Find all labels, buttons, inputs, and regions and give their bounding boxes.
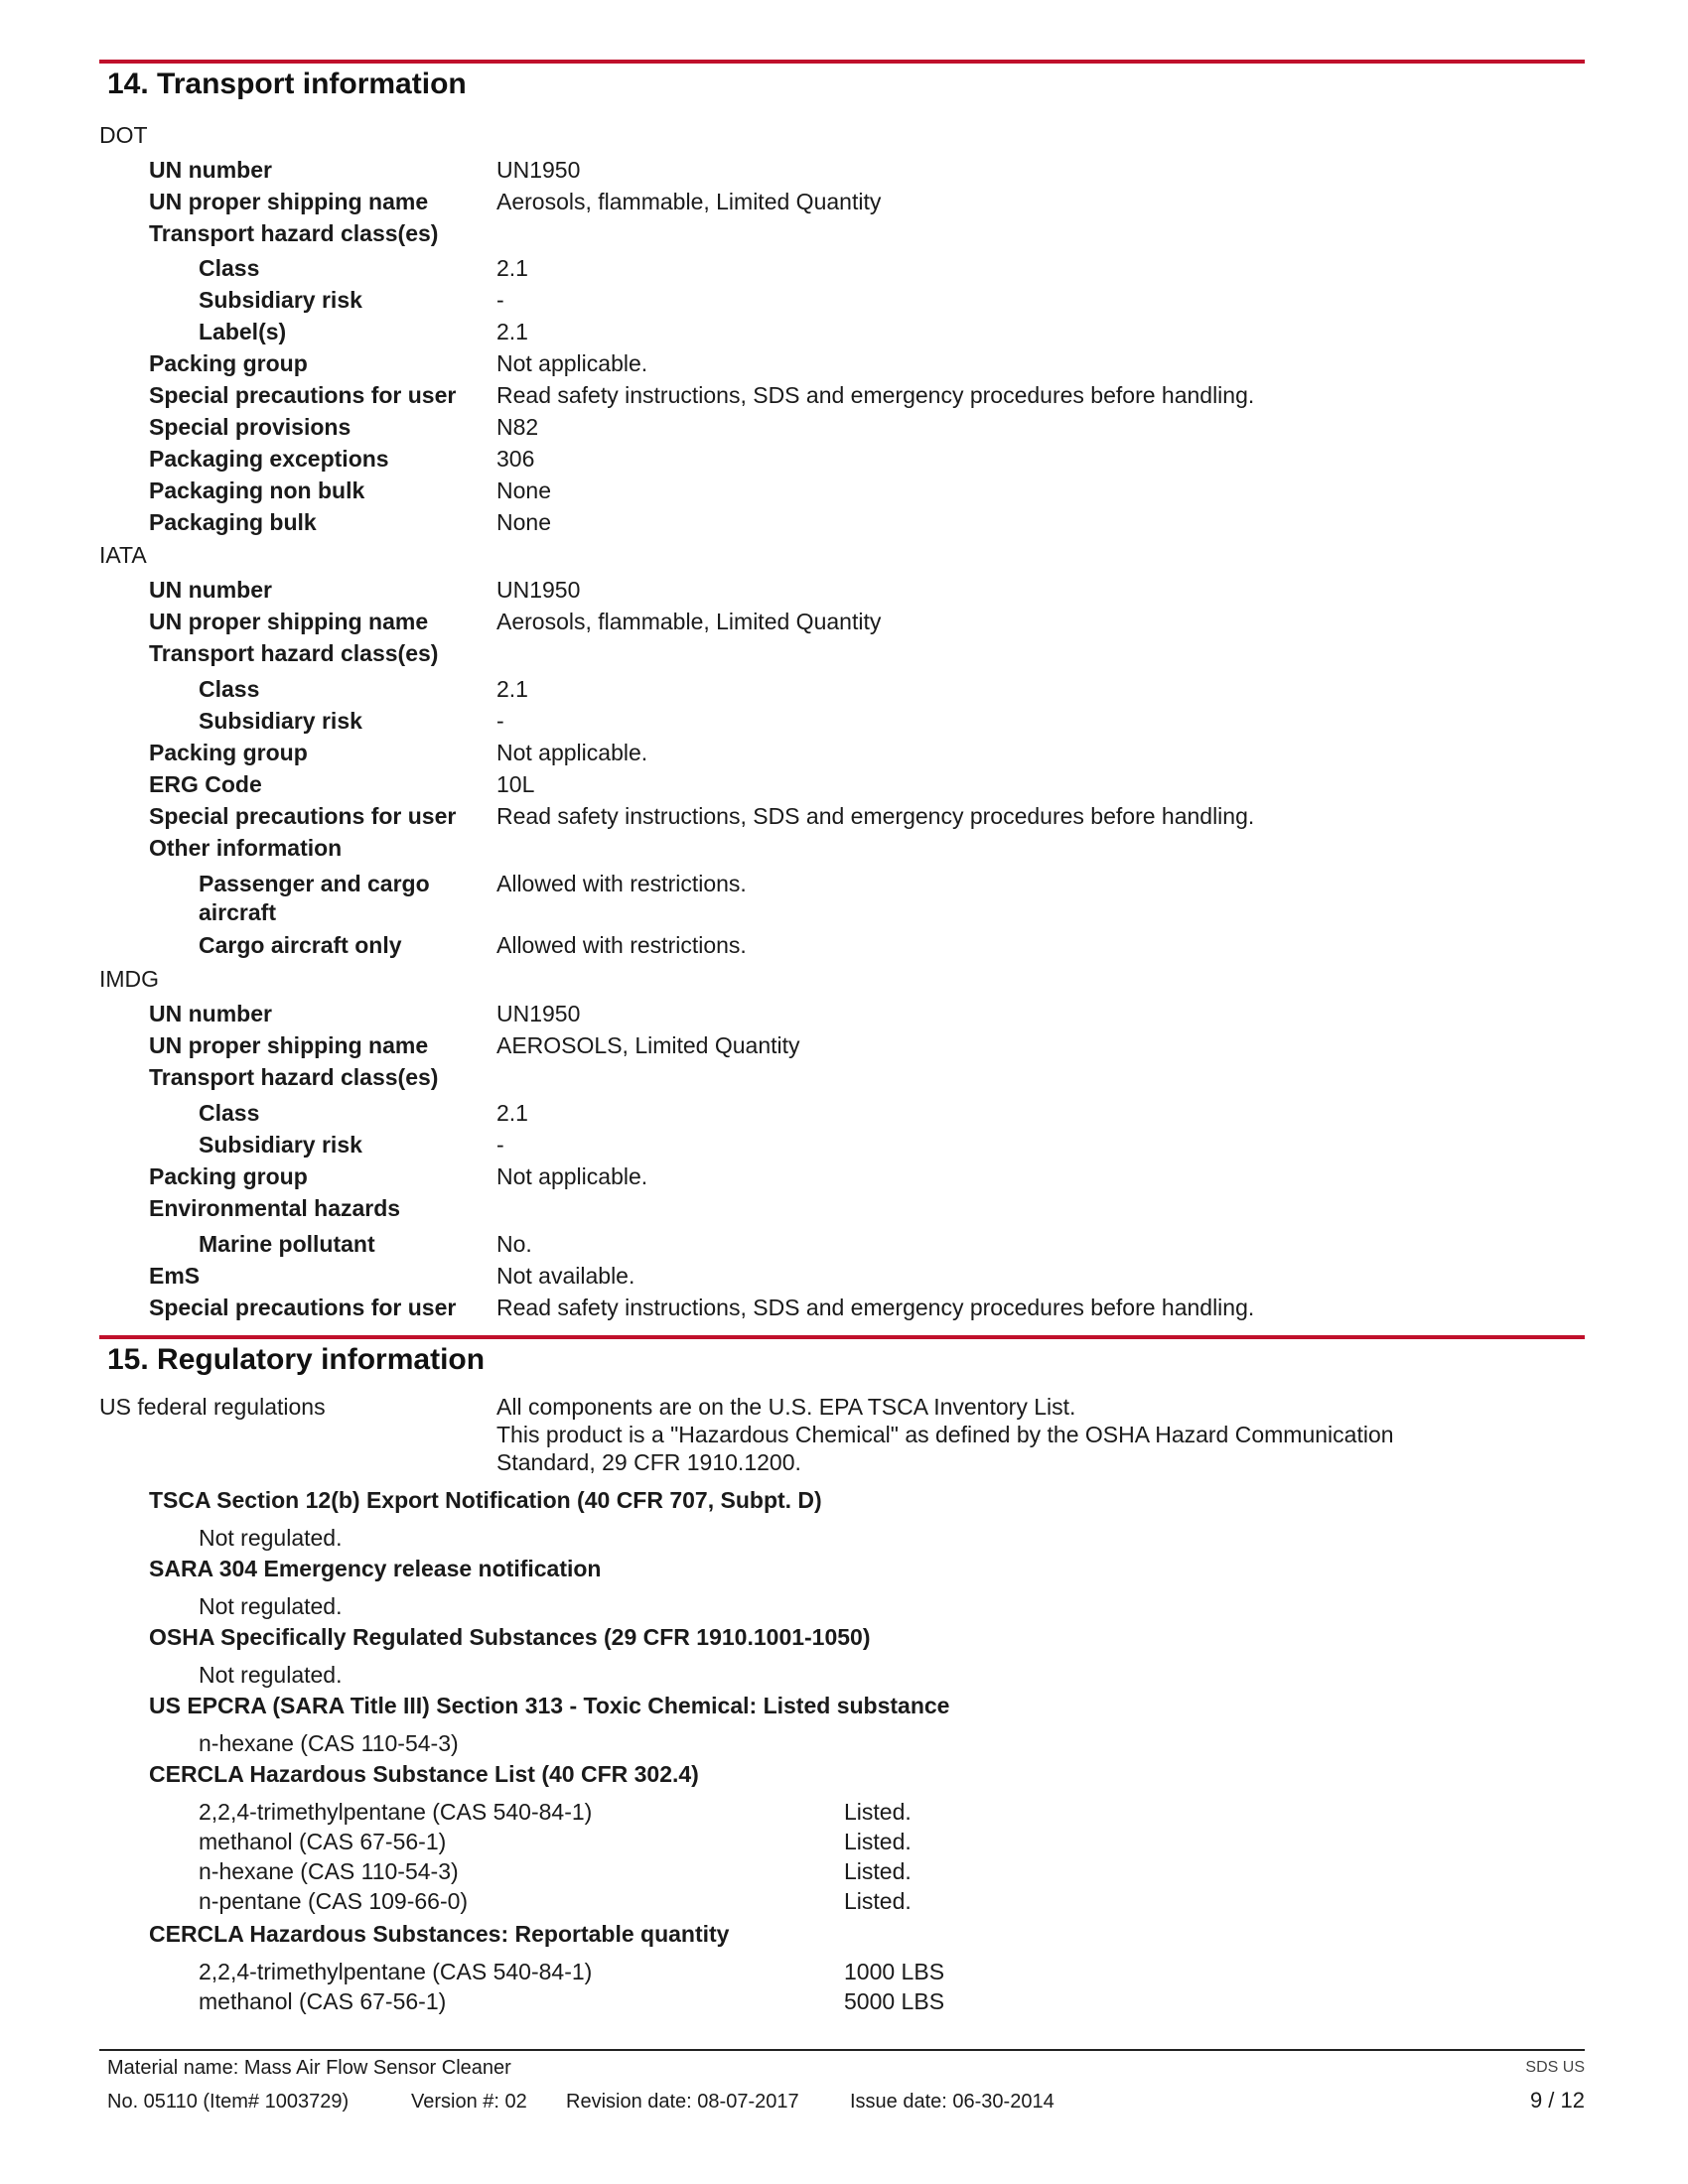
dot-un-number: UN1950 <box>496 157 581 183</box>
dot-subsidiary: - <box>496 287 504 313</box>
dot-bulk: None <box>496 509 551 535</box>
federal-line-3: Standard, 29 CFR 1910.1200. <box>496 1449 801 1475</box>
dot-packing-group: Not applicable. <box>496 350 648 376</box>
list-item-status: Listed. <box>844 1829 912 1854</box>
imdg-class-label: Class <box>199 1100 260 1126</box>
sara304-heading: SARA 304 Emergency release notification <box>149 1556 602 1581</box>
imdg-marine: No. <box>496 1231 532 1257</box>
imdg-ems-label: EmS <box>149 1263 201 1289</box>
osha-value: Not regulated. <box>199 1662 343 1688</box>
list-item-quantity: 1000 LBS <box>844 1959 945 1984</box>
dot-class-label: Class <box>199 255 260 281</box>
imdg-subsidiary-label: Subsidiary risk <box>199 1132 362 1158</box>
iata-heading: IATA <box>99 542 147 568</box>
iata-precautions-label: Special precautions for user <box>149 803 457 829</box>
list-item-quantity: 5000 LBS <box>844 1988 945 2014</box>
iata-subsidiary: - <box>496 708 504 734</box>
dot-provisions-label: Special provisions <box>149 414 352 440</box>
dot-precautions-label: Special precautions for user <box>149 382 457 408</box>
dot-precautions: Read safety instructions, SDS and emergency procedures before handling. <box>496 382 1255 408</box>
footer-page-number: 9 / 12 <box>1529 2088 1585 2113</box>
federal-line-1: All components are on the U.S. EPA TSCA Inventory List. <box>496 1394 1076 1420</box>
footer-revision-date: Revision date: 08-07-2017 <box>566 2091 799 2113</box>
imdg-precautions-label: Special precautions for user <box>149 1295 457 1320</box>
epcra-heading: US EPCRA (SARA Title III) Section 313 - Toxic Chemical: Listed substance <box>149 1693 950 1718</box>
imdg-ems: Not available. <box>496 1263 635 1289</box>
iata-passenger-label-cont: aircraft <box>199 899 276 925</box>
list-item: methanol (CAS 67-56-1) <box>199 1829 447 1854</box>
iata-erg-label: ERG Code <box>149 771 262 797</box>
iata-other-label: Other information <box>149 835 343 861</box>
imdg-subsidiary: - <box>496 1132 504 1158</box>
iata-class-label: Class <box>199 676 260 702</box>
list-item: 2,2,4-trimethylpentane (CAS 540-84-1) <box>199 1959 593 1984</box>
iata-class: 2.1 <box>496 676 528 702</box>
epcra-value: n-hexane (CAS 110-54-3) <box>199 1730 459 1756</box>
dot-un-number-label: UN number <box>149 157 272 183</box>
footer-issue-date: Issue date: 06-30-2014 <box>850 2091 1055 2113</box>
iata-shipping-name-label: UN proper shipping name <box>149 609 429 634</box>
section-14-title: 14. Transport information <box>107 68 467 100</box>
iata-cargo-label: Cargo aircraft only <box>199 932 402 958</box>
footer-rule <box>99 2049 1585 2051</box>
iata-un-number: UN1950 <box>496 577 581 603</box>
list-item: n-hexane (CAS 110-54-3) <box>199 1858 459 1884</box>
dot-packing-group-label: Packing group <box>149 350 308 376</box>
imdg-shipping-name: AEROSOLS, Limited Quantity <box>496 1032 800 1058</box>
iata-subsidiary-label: Subsidiary risk <box>199 708 362 734</box>
list-item-status: Listed. <box>844 1888 912 1914</box>
rq-heading: CERCLA Hazardous Substances: Reportable quantity <box>149 1921 730 1947</box>
footer-material-name: Material name: Mass Air Flow Sensor Cleaner <box>107 2057 511 2079</box>
iata-hazard-class-label: Transport hazard class(es) <box>149 640 439 666</box>
dot-provisions: N82 <box>496 414 539 440</box>
iata-passenger-label: Passenger and cargo <box>199 871 430 896</box>
dot-hazard-class-label: Transport hazard class(es) <box>149 220 439 246</box>
iata-cargo: Allowed with restrictions. <box>496 932 747 958</box>
footer-doc-type: SDS US <box>1525 2059 1585 2076</box>
imdg-env-label: Environmental hazards <box>149 1195 401 1221</box>
imdg-class: 2.1 <box>496 1100 528 1126</box>
dot-shipping-name: Aerosols, flammable, Limited Quantity <box>496 189 882 214</box>
imdg-heading: IMDG <box>99 966 160 992</box>
imdg-packing-group: Not applicable. <box>496 1163 648 1189</box>
section-15-title: 15. Regulatory information <box>107 1343 486 1376</box>
footer-version: Version #: 02 <box>411 2091 527 2113</box>
dot-exceptions-label: Packaging exceptions <box>149 446 389 472</box>
dot-shipping-name-label: UN proper shipping name <box>149 189 429 214</box>
dot-non-bulk-label: Packaging non bulk <box>149 478 365 503</box>
dot-subsidiary-label: Subsidiary risk <box>199 287 362 313</box>
tsca-value: Not regulated. <box>199 1525 343 1551</box>
dot-class: 2.1 <box>496 255 528 281</box>
imdg-packing-group-label: Packing group <box>149 1163 308 1189</box>
dot-heading: DOT <box>99 122 148 148</box>
list-item-status: Listed. <box>844 1858 912 1884</box>
list-item: methanol (CAS 67-56-1) <box>199 1988 447 2014</box>
list-item: 2,2,4-trimethylpentane (CAS 540-84-1) <box>199 1799 593 1825</box>
imdg-precautions: Read safety instructions, SDS and emergency procedures before handling. <box>496 1295 1255 1320</box>
iata-passenger: Allowed with restrictions. <box>496 871 747 896</box>
iata-erg: 10L <box>496 771 535 797</box>
section-14-rule <box>99 60 1585 64</box>
imdg-un-number-label: UN number <box>149 1001 272 1026</box>
federal-line-2: This product is a "Hazardous Chemical" as defined by the OSHA Hazard Communication <box>496 1422 1394 1447</box>
imdg-hazard-class-label: Transport hazard class(es) <box>149 1064 439 1090</box>
cercla-heading: CERCLA Hazardous Substance List (40 CFR 302.4) <box>149 1761 699 1787</box>
dot-bulk-label: Packaging bulk <box>149 509 317 535</box>
imdg-marine-label: Marine pollutant <box>199 1231 375 1257</box>
dot-labels-label: Label(s) <box>199 319 287 344</box>
dot-exceptions: 306 <box>496 446 535 472</box>
footer-item-number: No. 05110 (Item# 1003729) <box>107 2091 350 2113</box>
iata-shipping-name: Aerosols, flammable, Limited Quantity <box>496 609 882 634</box>
dot-non-bulk: None <box>496 478 551 503</box>
iata-packing-group-label: Packing group <box>149 740 308 765</box>
dot-labels: 2.1 <box>496 319 528 344</box>
imdg-un-number: UN1950 <box>496 1001 581 1026</box>
osha-heading: OSHA Specifically Regulated Substances (29 CFR 1910.1001-1050) <box>149 1624 871 1650</box>
section-15-rule <box>99 1335 1585 1339</box>
sara304-value: Not regulated. <box>199 1593 343 1619</box>
imdg-shipping-name-label: UN proper shipping name <box>149 1032 429 1058</box>
federal-label: US federal regulations <box>99 1394 326 1420</box>
list-item: n-pentane (CAS 109-66-0) <box>199 1888 469 1914</box>
list-item-status: Listed. <box>844 1799 912 1825</box>
iata-un-number-label: UN number <box>149 577 272 603</box>
iata-packing-group: Not applicable. <box>496 740 648 765</box>
iata-precautions: Read safety instructions, SDS and emergency procedures before handling. <box>496 803 1255 829</box>
tsca-heading: TSCA Section 12(b) Export Notification (40 CFR 707, Subpt. D) <box>149 1487 822 1513</box>
